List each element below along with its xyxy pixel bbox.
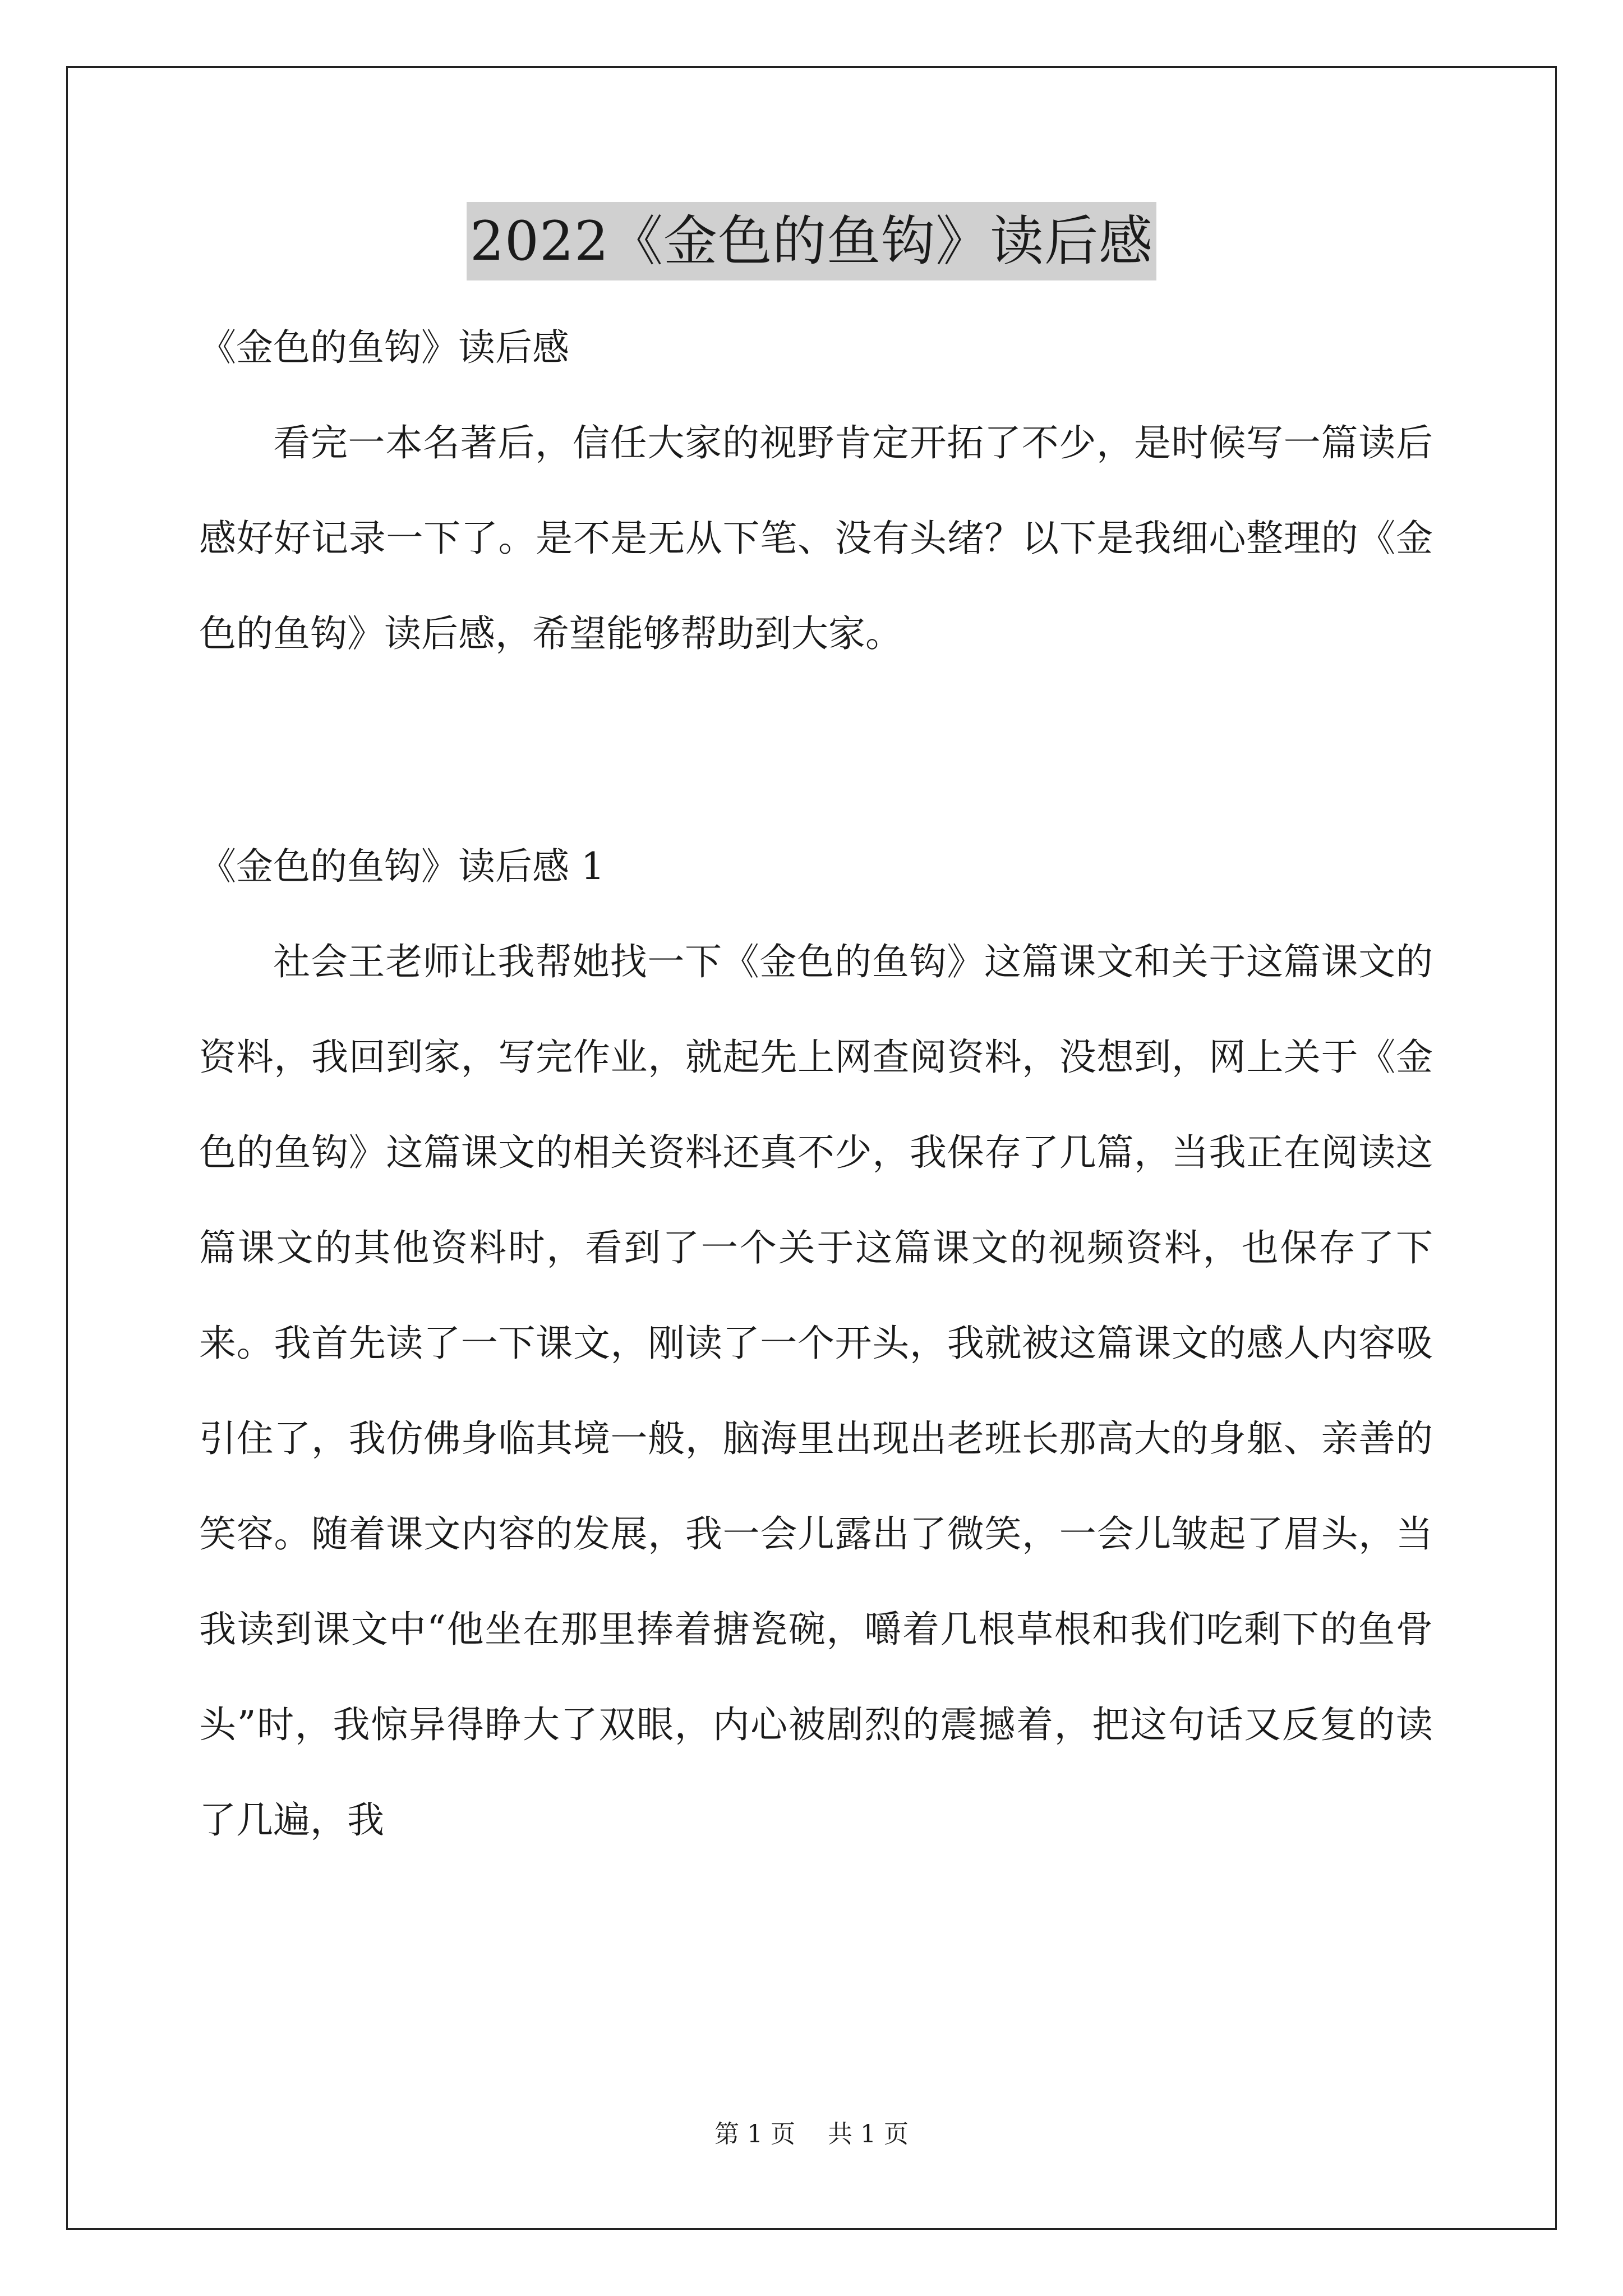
intro-paragraph: 看完一本名著后，信任大家的视野肯定开拓了不少，是时候写一篇读后感好好记录一下了。是不是无从下笔、没有头绪？以下是我细心整理的《金色的鱼钩》读后感，希望能够帮助到大家。 (199, 421, 1433, 655)
document-subtitle: 《金色的鱼钩》读后感 (199, 326, 569, 369)
page-total: 共 1 页 (828, 2120, 909, 2148)
title-container (0, 202, 1623, 280)
page-footer (0, 2118, 1623, 2151)
section-gap (199, 682, 1433, 819)
page-number: 第 1 页 (714, 2120, 795, 2148)
document-title: 2022《金色的鱼钩》读后感 (467, 202, 1156, 280)
section-heading: 《金色的鱼钩》读后感 1 (199, 845, 605, 888)
document-body (199, 300, 1433, 1868)
section-paragraph: 社会王老师让我帮她找一下《金色的鱼钩》这篇课文和关于这篇课文的资料，我回到家，写完作业，就起先上网查阅资料，没想到，网上关于《金色的鱼钩》这篇课文的相关资料还真不少，我保存了几篇，当我正在阅读这篇课文的其他资料时，看到了一个关于这篇课文的视频资料，也保存了下来。我首先读了一下课文，刚读了一个开头，我就被这篇课文的感人内容吸引住了，我仿佛身临其境一般，脑海里出现出老班长那高大的身躯、亲善的笑容。随着课文内容的发展，我一会儿露出了微笑，一会儿皱起了眉头，当我读到课文中“他坐在那里捧着搪瓷碗，嚼着几根草根和我们吃剩下的鱼骨头”时，我惊异得睁大了双眼，内心被剧烈的震撼着，把这句话又反复的读了几遍，我 (199, 940, 1433, 1842)
